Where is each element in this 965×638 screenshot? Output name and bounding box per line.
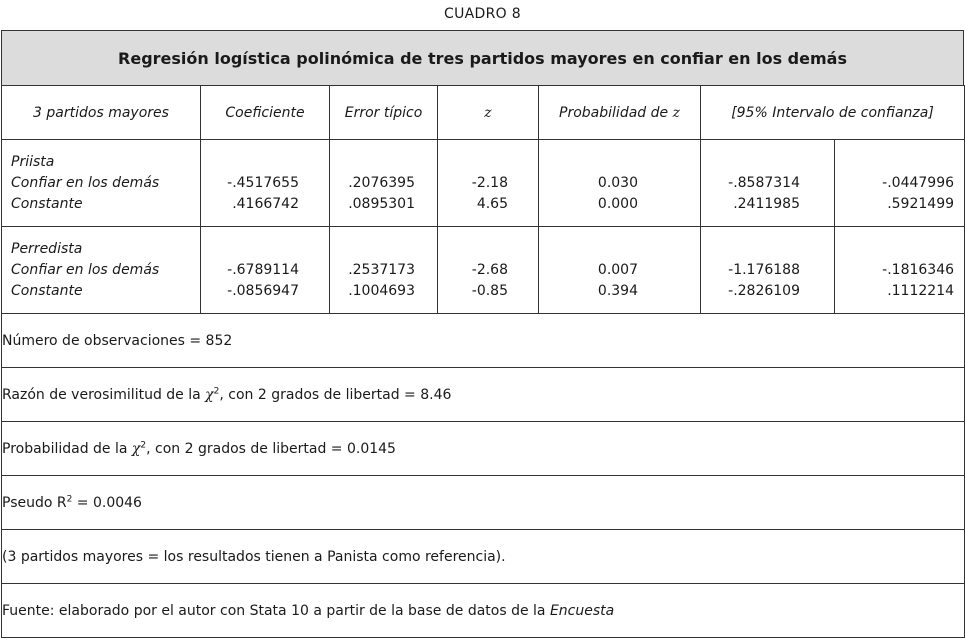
table-title-band [1, 30, 964, 85]
group-name: Perredista [11, 240, 83, 257]
coef-cell: -.4517655 .4166742 [201, 140, 330, 227]
prob-cell: 0.007 0.394 [539, 227, 701, 314]
table-row [2, 227, 965, 314]
header-parties: 3 partidos mayores [2, 86, 201, 140]
header-confidence-interval: [95% Intervalo de confianza] [701, 86, 965, 140]
table-row [2, 140, 965, 227]
header-coefficient: Coeficiente [201, 86, 330, 140]
note-likelihood-row [2, 368, 965, 422]
note-reference-row [2, 530, 965, 584]
row-label: Constante [11, 282, 83, 299]
regression-table [1, 85, 965, 638]
row-label: Constante [11, 195, 83, 212]
note-observations: Número de observaciones = 852 [2, 314, 965, 368]
note-pseudo-r2: Pseudo $R^2 = 0.0046$ [2, 476, 965, 530]
ci-low-cell: -.8587314 .2411985 [701, 140, 835, 227]
z-cell: -2.18 4.65 [438, 140, 539, 227]
prob-cell: 0.030 0.000 [539, 140, 701, 227]
table-title: Regresión logística polinómica de tres partidos mayores en confiar en los demás [118, 48, 847, 68]
err-cell: .2076395 .0895301 [330, 140, 438, 227]
note-chi-probability: Probabilidad de la $\chi^2$, con 2 grados de libertad = 0.0145 [2, 422, 965, 476]
chi-symbol: χ [131, 440, 141, 457]
header-row [2, 86, 965, 140]
header-z: z [438, 86, 539, 140]
note-source-row [2, 584, 965, 638]
row-label: Confiar en los demás [11, 261, 160, 278]
z-cell: -2.68 -0.85 [438, 227, 539, 314]
table-caption: CUADRO 8 [444, 6, 521, 22]
ci-high-cell: -.1816346 .1112214 [835, 227, 965, 314]
note-pseudo-r2-row [2, 476, 965, 530]
row-label: Confiar en los demás [11, 174, 160, 191]
group-stub-priista [2, 140, 201, 227]
header-probability: Probabilidad de z [539, 86, 701, 140]
coef-cell: -.6789114 -.0856947 [201, 227, 330, 314]
note-probability-row [2, 422, 965, 476]
err-cell: .2537173 .1004693 [330, 227, 438, 314]
group-name: Priista [11, 153, 55, 170]
note-reference: (3 partidos mayores = los resultados tienen a Panista como referencia). [2, 530, 965, 584]
chi-symbol: χ [205, 386, 214, 403]
ci-high-cell: -.0447996 .5921499 [835, 140, 965, 227]
header-std-error: Error típico [330, 86, 438, 140]
note-likelihood-ratio: Razón de verosimilitud de la $\chi^2$, con 2 grados de libertad = 8.46 [2, 368, 965, 422]
note-observations-row [2, 314, 965, 368]
group-stub-perredista [2, 227, 201, 314]
ci-low-cell: -1.176188 -.2826109 [701, 227, 835, 314]
note-source: Fuente: elaborado por el autor con Stata 10 a partir de la base de datos de la Encuesta [2, 584, 965, 638]
